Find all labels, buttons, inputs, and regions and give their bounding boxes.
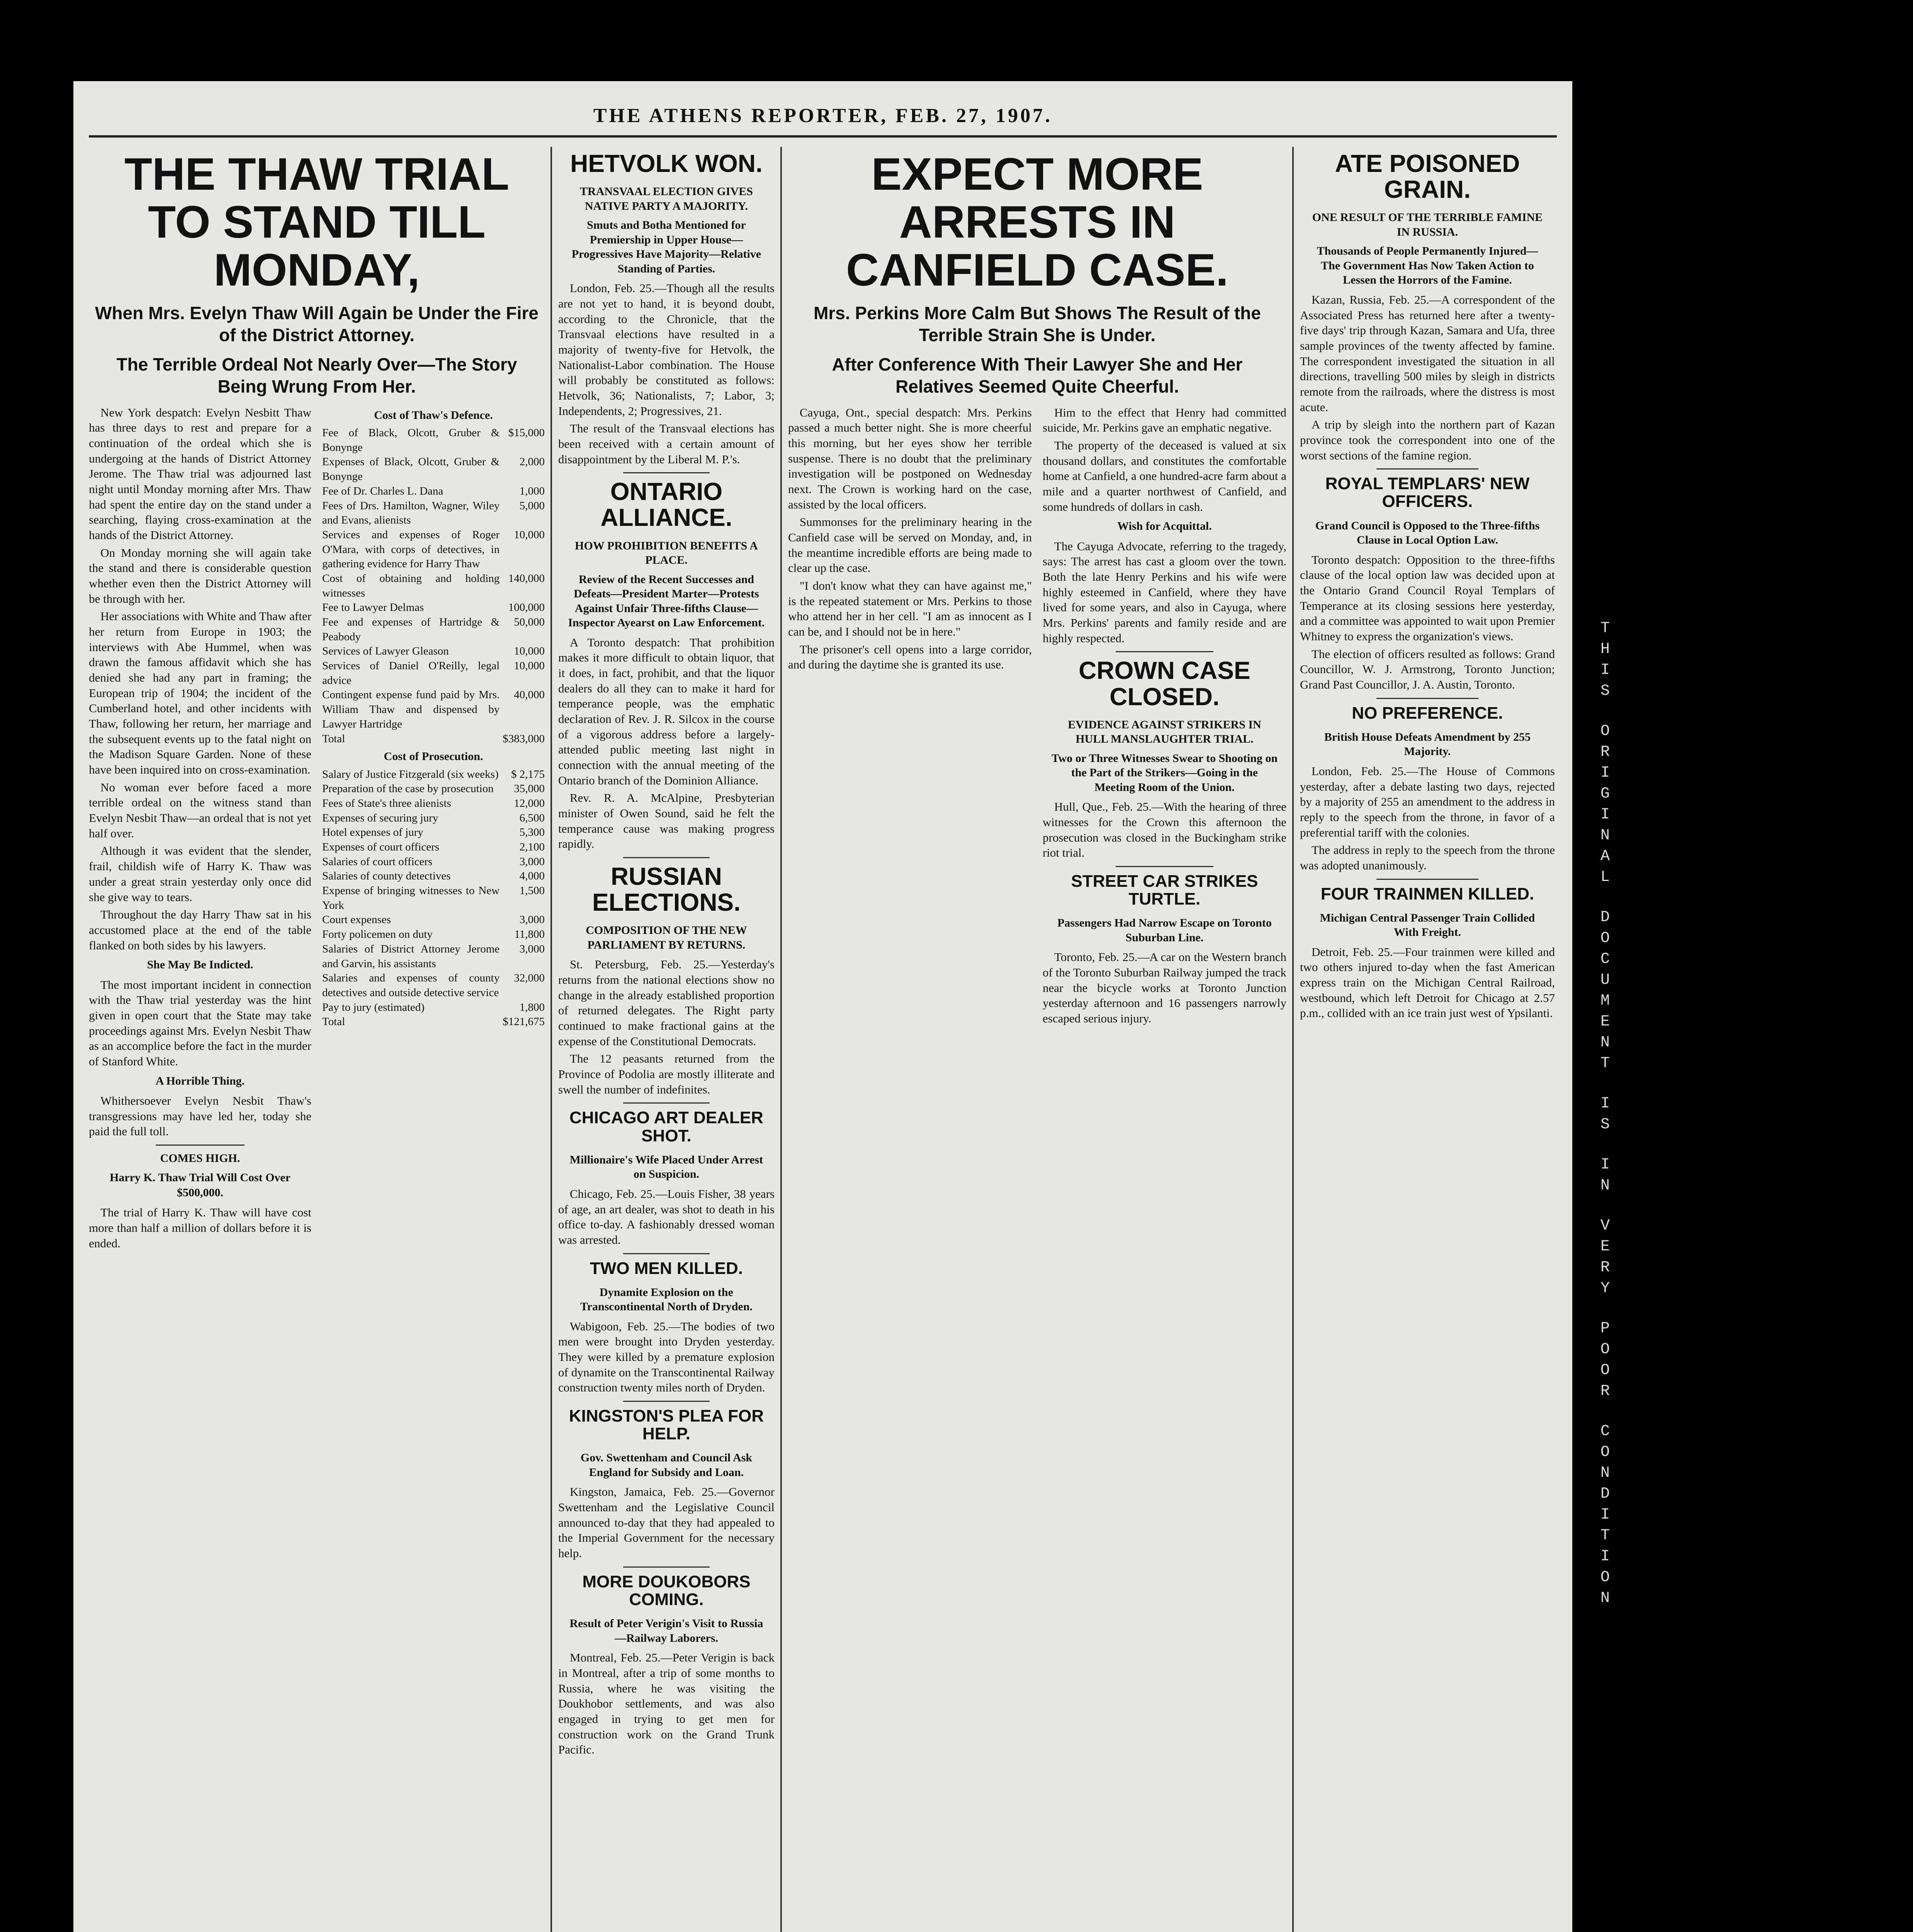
cost-amount: 10,000 <box>514 660 545 672</box>
cost-row <box>322 1015 545 1029</box>
paragraph: Rev. R. A. McAlpine, Presbyterian minister of Owen Sound, said he felt the temperance cause was making progress rapidly. <box>558 791 775 851</box>
cost-item: Hotel expenses of jury <box>322 826 423 839</box>
paragraph: St. Petersburg, Feb. 25.—Yesterday's returns from the national elections show no change in the already established proportion of returned delegates. The Right party continued to make fractional gains at the expense of the Constitutional Democrats. <box>558 957 775 1048</box>
grain-deck-2: Thousands of People Permanently Injured—The Government Has Now Taken Action to Lessen the Horrors of the Famine. <box>1317 245 1538 287</box>
thaw-deck-1: When Mrs. Evelyn Thaw Will Again be Under the Fire of the District Attorney. <box>95 303 539 345</box>
paragraph: Toronto, Feb. 25.—A car on the Western branch of the Toronto Suburban Railway jumped the track near the bicycle works at Toronto Junction yesterday afternoon and 16 passengers narrowly escaped serious injury. <box>1043 950 1286 1026</box>
paragraph: Chicago, Feb. 25.—Louis Fisher, 38 years of age, an art dealer, was shot to death in his office to-day. A fashionably dressed woman was arrested. <box>558 1187 775 1247</box>
doukhobors-deck: Result of Peter Verigin's Visit to Russia—Railway Laborers. <box>569 1617 763 1645</box>
cost-item: Fee of Dr. Charles L. Dana <box>322 485 443 497</box>
cost-amount: 5,000 <box>519 499 545 512</box>
cost-amount: 1,000 <box>519 485 545 497</box>
preference-deck: British House Defeats Amendment by 255 Majority. <box>1324 730 1531 758</box>
twomen-deck: Dynamite Explosion on the Transcontinental North of Dryden. <box>580 1286 753 1313</box>
cost-item: Forty policemen on duty <box>322 928 433 941</box>
cost-row <box>322 884 545 913</box>
cost-row <box>322 732 545 747</box>
cost-amount: 2,000 <box>519 456 545 468</box>
thaw-article <box>89 147 545 1932</box>
cost-item: Services of Daniel O'Reilly, legal advice <box>322 660 500 687</box>
paragraph: The address in reply to the speech from the throne was adopted unanimously. <box>1300 843 1555 872</box>
divider <box>623 1253 710 1254</box>
paragraph: The most important incident in connection with the Thaw trial yesterday was the hint given in open court that the State may take proceedings against Mrs. Evelyn Nesbit Thaw as an accomplice before the fact in the murder of Stanford White. <box>89 978 311 1068</box>
cost-row <box>322 811 545 826</box>
paragraph: Summonses for the preliminary hearing in the Canfield case will be served on Monday, and, in the meantime incredible efforts are being made to clear up the case. <box>788 515 1032 575</box>
masthead: THE ATHENS REPORTER, FEB. 27, 1907. <box>593 105 1053 127</box>
kingston-deck: Gov. Swettenham and Council Ask England for Subsidy and Loan. <box>580 1451 753 1479</box>
cost-amount: 10,000 <box>514 528 545 541</box>
cost-amount: 2,100 <box>519 841 545 854</box>
chicago-deck: Millionaire's Wife Placed Under Arrest on Suspicion. <box>569 1153 763 1181</box>
divider <box>623 1102 710 1104</box>
paragraph: "I don't know what they can have against me," is the repeated statement or Mrs. Perkins to those who attend her in her cell. "I am as innocent as I can be, and I should not be in here." <box>788 579 1032 639</box>
cost-item: Expense of bringing witnesses to New York <box>322 884 500 912</box>
newspaper-page <box>73 81 1572 1932</box>
cost-row <box>322 600 545 615</box>
divider <box>1376 468 1478 469</box>
cost-item: Fees of State's three alienists <box>322 797 451 810</box>
cost-amount: 12,000 <box>514 797 545 810</box>
prosecution-cost-table <box>322 767 545 1029</box>
divider <box>1376 879 1478 880</box>
thaw-body <box>89 405 545 1253</box>
grain-headline: ATE POISONED GRAIN. <box>1335 150 1520 204</box>
paragraph: A Toronto despatch: That prohibition makes it more difficult to obtain liquor, that it does, in fact, prohibit, and that the liquor dealers do all they can to make it hard for temperance people, was the emphatic declaration of Rev. J. R. Silcox in the course of a vigorous address before a largely-attended public meeting last night in connection with the annual meeting of the Ontario branch of the Dominion Alliance. <box>558 635 775 787</box>
cost-row <box>322 644 545 659</box>
streetcar-deck: Passengers Had Narrow Escape on Toronto Suburban Line. <box>1057 917 1272 944</box>
thaw-subhead-horrible: A Horrible Thing. <box>155 1074 245 1087</box>
divider <box>623 1566 710 1568</box>
cost-row <box>322 942 545 971</box>
russian-deck: COMPOSITION OF THE NEW PARLIAMENT BY RETURNS. <box>586 924 747 951</box>
paragraph: A trip by sleigh into the northern part of Kazan province took the correspondent into one of the worst sections of the famine region. <box>1300 418 1555 462</box>
ontario-deck: HOW PROHIBITION BENEFITS A PLACE. <box>575 539 758 567</box>
paragraph: The Cayuga Advocate, referring to the tragedy, says: The arrest has cast a gloom over the town. Both the late Henry Perkins and his wife were highly esteemed in Canfield, where they have lived for some years, and also in Cayuga, where Mrs. Perkins' parents and family reside and are highly respected. <box>1043 539 1286 645</box>
russian-headline: RUSSIAN ELECTIONS. <box>592 862 741 917</box>
hetvolk-headline: HETVOLK WON. <box>570 150 763 177</box>
cost-item: Court expenses <box>322 913 391 926</box>
cost-amount: 40,000 <box>514 689 545 701</box>
cost-amount: 3,000 <box>519 913 545 926</box>
paragraph: Him to the effect that Henry had committed suicide, Mr. Perkins gave an emphatic negative. <box>1043 405 1286 435</box>
cost-row <box>322 782 545 796</box>
paragraph: The prisoner's cell opens into a large corridor, and during the daytime she is granted its use. <box>788 642 1032 672</box>
cost-row <box>322 499 545 528</box>
column-2 <box>558 147 775 1932</box>
cost-row <box>322 927 545 942</box>
cost-row <box>322 484 545 499</box>
paragraph: The election of officers resulted as follows: Grand Councillor, W. J. Armstrong, Toronto Junction; Grand Past Councillor, J. A. Austin, Toronto. <box>1300 647 1555 692</box>
cost-item: Preparation of the case by prosecution <box>322 782 494 795</box>
cost-row <box>322 971 545 1000</box>
column-4 <box>1300 147 1555 1932</box>
thaw-body-right <box>322 405 545 1253</box>
margin-note-word: T H I S <box>1600 620 1610 700</box>
paragraph: Hull, Que., Feb. 25.—With the hearing of three witnesses for the Crown this afternoon the prosecution was closed in the Buckingham strike riot trial. <box>1043 800 1286 860</box>
paragraph: On Monday morning she will again take the stand and there is considerable question whether even then the District Attorney will be through with her. <box>89 546 311 605</box>
comes-high-headline: COMES HIGH. <box>160 1152 240 1165</box>
kingston-headline: KINGSTON'S PLEA FOR HELP. <box>569 1406 764 1444</box>
paragraph: Wabigoon, Feb. 25.—The bodies of two men were brought into Dryden yesterday. They were killed by a premature explosion of dynamite on the Transcontinental Railway construction twenty miles north of Dryden. <box>558 1319 775 1395</box>
cost-row <box>322 571 545 600</box>
divider <box>1116 866 1213 867</box>
cost-row <box>322 615 545 644</box>
paragraph: No woman ever before faced a more terrible ordeal on the witness stand than Evelyn Nesbit Thaw—an ordeal that is not yet half over. <box>89 780 311 840</box>
cost-item: Services of Lawyer Gleason <box>322 645 449 658</box>
cost-row <box>322 855 545 869</box>
cost-amount: 100,000 <box>508 601 545 614</box>
cost-row <box>322 688 545 731</box>
canfield-body <box>788 405 1286 1029</box>
cost-amount: 35,000 <box>514 782 545 795</box>
cost-amount: 140,000 <box>508 572 545 585</box>
masthead-rule <box>89 135 1557 138</box>
cost-amount: 5,300 <box>519 826 545 839</box>
margin-note <box>1592 618 1619 1628</box>
paragraph: The trial of Harry K. Thaw will have cost more than half a million of dollars before it is ended. <box>89 1206 311 1250</box>
cost-amount: 3,000 <box>519 942 545 955</box>
crown-deck: EVIDENCE AGAINST STRIKERS IN HULL MANSLAUGHTER TRIAL. <box>1068 718 1261 746</box>
cost-amount: 10,000 <box>514 645 545 658</box>
crown-headline: CROWN CASE CLOSED. <box>1079 656 1250 711</box>
cost-item: Salaries of county detectives <box>322 870 451 883</box>
twomen-headline: TWO MEN KILLED. <box>590 1259 743 1278</box>
column-rule <box>780 147 782 1932</box>
paragraph: Kazan, Russia, Feb. 25.—A correspondent of the Associated Press has returned here after a twenty-five days' trip through Kazan, Samara and Ufa, three sample provinces of the twenty affected by famine. The correspondent investigated the situation in all directions, travelling 500 miles by sleigh in districts remote from the railroads, where the distress is most acute. <box>1300 293 1555 414</box>
thaw-body-left <box>89 405 311 1253</box>
divider <box>623 1401 710 1402</box>
cost-item: Contingent expense fund paid by Mrs. William Thaw and dispensed by Lawyer Hartridge <box>322 689 500 730</box>
divider <box>623 857 710 858</box>
defence-cost-title: Cost of Thaw's Defence. <box>374 408 493 422</box>
cost-item: Fees of Drs. Hamilton, Wagner, Wiley and Evans, alienists <box>322 499 500 527</box>
cost-amount: $15,000 <box>508 427 545 439</box>
cost-item: Cost of obtaining and holding witnesses <box>322 572 500 599</box>
cost-item: Salaries of court officers <box>322 855 433 868</box>
paragraph: New York despatch: Evelyn Nesbitt Thaw has three days to rest and prepare for a continuation of the ordeal which she is undergoing at the hands of District Attorney Jerome. The Thaw trial was adjourned last night until Monday morning after Mrs. Thaw had spent the entire day on the stand under a searching, flaying cross-examination at the hands of the District Attorney. <box>89 405 311 542</box>
thaw-deck-2: The Terrible Ordeal Not Nearly Over—The Story Being Wrung From Her. <box>116 354 517 397</box>
paragraph: Toronto despatch: Opposition to the three-fifths clause of the local option law was decided upon at the Ontario Grand Council Royal Templars of Temperance at its closing sessions here yesterday, and a committee was appointed to wait upon Premier Whitney to express the organization's views. <box>1300 553 1555 643</box>
paragraph: London, Feb. 25.—The House of Commons yesterday, after a debate lasting two days, rejected by a majority of 255 an amendment to the address in reply to the speech from the throne, in favor of a preferential tariff with the colonies. <box>1300 764 1555 839</box>
paragraph: The property of the deceased is valued at six thousand dollars, and constitutes the comfortable home at Canfield, a one hundred-acre farm about a mile and a quarter northwest of Canfield, and some hundreds of dollars in cash. <box>1043 439 1286 514</box>
divider <box>1116 651 1213 652</box>
cost-item: Salaries of District Attorney Jerome and Garvin, his assistants <box>322 942 500 970</box>
paragraph: Her associations with White and Thaw after her return from Europe in 1903; the interviews with Abe Hummel, when was drawn the famous affidavit which she has denied she had any part in framing; the European trip of 1904; the incident of the Cumberland hotel, and other incidents with Thaw, following her return, her marriage and the subsequent events up to the fatal night on the Madison Square Garden. None of these have been inquired into on cross-examination. <box>89 609 311 777</box>
cost-item: Expenses of Black, Olcott, Gruber & Bonynge <box>322 456 500 483</box>
chicago-headline: CHICAGO ART DEALER SHOT. <box>569 1108 763 1145</box>
cost-item: Fee of Black, Olcott, Gruber & Bonynge <box>322 427 500 454</box>
cost-amount: 1,800 <box>519 1001 545 1014</box>
hetvolk-deck-2: Smuts and Botha Mentioned for Premiership in Upper House—Progressives Have Majority—Relative Standing of Parties. <box>571 219 761 275</box>
ontario-headline: ONTARIO ALLIANCE. <box>600 478 732 532</box>
cost-item: Total <box>322 732 345 745</box>
cost-row <box>322 825 545 840</box>
crown-deck-2: Two or Three Witnesses Swear to Shooting on the Part of the Strikers—Going in the Meeting Room of the Union. <box>1051 752 1278 794</box>
cost-amount: $ 2,175 <box>511 768 545 781</box>
cost-amount: 6,500 <box>519 811 545 824</box>
cost-row <box>322 1000 545 1015</box>
margin-note-word: C O N D I T I O N <box>1600 1423 1610 1607</box>
margin-note-word: V E R Y <box>1600 1217 1610 1297</box>
cost-item: Salaries and expenses of county detectives and outside detective service <box>322 972 500 999</box>
cost-item: Expenses of court officers <box>322 841 440 854</box>
canfield-subhead: Wish for Acquittal. <box>1117 520 1212 533</box>
cost-item: Salary of Justice Fitzgerald (six weeks) <box>322 768 499 781</box>
streetcar-headline: STREET CAR STRIKES TURTLE. <box>1071 872 1258 909</box>
cost-row <box>322 528 545 571</box>
canfield-article <box>788 147 1286 1932</box>
prosecution-cost-title: Cost of Prosecution. <box>384 750 483 763</box>
paragraph: Throughout the day Harry Thaw sat in his accustomed place at the end of the table flanked on both sides by his lawyers. <box>89 908 311 952</box>
cost-amount: 1,500 <box>519 884 545 897</box>
trainmen-deck: Michigan Central Passenger Train Collided With Freight. <box>1320 911 1535 939</box>
hetvolk-deck: TRANSVAAL ELECTION GIVES NATIVE PARTY A MAJORITY. <box>580 185 753 213</box>
cost-row <box>322 840 545 855</box>
cost-item: Pay to jury (estimated) <box>322 1001 425 1014</box>
column-rule <box>550 147 552 1932</box>
cost-amount: $383,000 <box>503 732 545 745</box>
cost-item: Fee and expenses of Hartridge & Peabody <box>322 616 500 643</box>
cost-amount: 3,000 <box>519 855 545 868</box>
thaw-subhead-indicted: She May Be Indicted. <box>147 958 253 971</box>
cost-row <box>322 659 545 688</box>
ontario-deck-2: Review of the Recent Successes and Defeats—President Marter—Protests Against Unfair Three-fifths Clause—Inspector Ayearst on Law Enforcement. <box>568 573 765 629</box>
cost-item: Expenses of securing jury <box>322 811 438 824</box>
margin-note-word: P O O R <box>1600 1320 1610 1400</box>
cost-row <box>322 767 545 782</box>
thaw-headline: THE THAW TRIAL TO STAND TILL MONDAY, <box>124 149 510 296</box>
paragraph: London, Feb. 25.—Though all the results are not yet to hand, it is beyond doubt, according to the Chronicle, that the Transvaal elections have resulted in a majority of twenty-five for Hetvolk, the Nationalist-Labor combination. The House will probably be constituted as follows: Hetvolk, 36; Nationalists, 7; Labor, 3; Independents, 2; Progressives, 21. <box>558 281 775 418</box>
canfield-deck-2: After Conference With Their Lawyer She and Her Relatives Seemed Quite Cheerful. <box>832 354 1243 397</box>
canfield-deck-1: Mrs. Perkins More Calm But Shows The Result of the Terrible Strain She is Under. <box>814 303 1261 345</box>
paragraph: Although it was evident that the slender, frail, childish wife of Harry K. Thaw was under a great strain yesterday only once did she give way to tears. <box>89 844 311 904</box>
cost-row <box>322 869 545 884</box>
templars-headline: ROYAL TEMPLARS' NEW OFFICERS. <box>1325 474 1530 511</box>
paragraph: The 12 peasants returned from the Province of Podolia are mostly illiterate and swell the number of indefinites. <box>558 1052 775 1096</box>
templars-deck: Grand Council is Opposed to the Three-fifths Clause in Local Option Law. <box>1315 519 1540 547</box>
margin-note-word: O R I G I N A L <box>1600 723 1610 886</box>
cost-amount: 50,000 <box>514 616 545 628</box>
paragraph: Detroit, Feb. 25.—Four trainmen were killed and two others injured to-day when the fast American express train on the Michigan Central Railroad, westbound, which left Detroit for Chicago at 2.57 p.m., collided with an ice train just west of Ypsilanti. <box>1300 945 1555 1020</box>
margin-note-word: I S <box>1600 1095 1610 1133</box>
preference-headline: NO PREFERENCE. <box>1352 703 1503 723</box>
cost-amount: 11,800 <box>514 928 545 941</box>
paragraph: Kingston, Jamaica, Feb. 25.—Governor Swettenham and the Legislative Council announced to-day that they had appealed to the Imperial Government for the necessary help. <box>558 1485 775 1560</box>
cost-row <box>322 426 545 455</box>
cost-amount: 32,000 <box>514 972 545 985</box>
cost-row <box>322 913 545 927</box>
canfield-body-left <box>788 405 1032 1029</box>
divider <box>1376 698 1478 699</box>
doukhobors-headline: MORE DOUKOBORS COMING. <box>582 1572 751 1609</box>
cost-item: Total <box>322 1015 345 1028</box>
cost-item: Services and expenses of Roger O'Mara, with corps of detectives, in gathering evidence for Harry Thaw <box>322 528 500 570</box>
canfield-body-right <box>1043 405 1286 1029</box>
divider <box>623 472 710 473</box>
paragraph: Montreal, Feb. 25.—Peter Verigin is back in Montreal, after a trip of some months to Russia, where he was visiting the Doukhobor settlements, and was also engaged in trying to get men for construction work on the Grand Trunk Pacific. <box>558 1651 775 1757</box>
cost-item: Fee to Lawyer Delmas <box>322 601 424 614</box>
grain-deck: ONE RESULT OF THE TERRIBLE FAMINE IN RUSSIA. <box>1312 211 1543 238</box>
paragraph: The result of the Transvaal elections has been received with a certain amount of disappointment by the Liberal M. P.'s. <box>558 422 775 466</box>
defence-cost-table <box>322 426 545 746</box>
cost-row <box>322 455 545 484</box>
cost-amount: 4,000 <box>519 870 545 883</box>
margin-note-word: D O C U M E N T <box>1600 909 1610 1072</box>
paragraph: Cayuga, Ont., special despatch: Mrs. Perkins passed a much better night. She is more cheerful this morning, but her eyes show her terrible suspense. There is no doubt that the preliminary investigation will be postponed on Wednesday next. The Crown is working hard on the case, assisted by the local officers. <box>788 405 1032 511</box>
margin-note-word: I N <box>1600 1156 1610 1194</box>
comes-high-deck: Harry K. Thaw Trial Will Cost Over $500,000. <box>109 1171 291 1199</box>
trainmen-headline: FOUR TRAINMEN KILLED. <box>1320 884 1534 903</box>
canfield-headline: EXPECT MORE ARRESTS IN CANFIELD CASE. <box>846 149 1228 296</box>
paragraph: Whithersoever Evelyn Nesbit Thaw's transgressions may have led her, today she paid the full toll. <box>89 1094 311 1138</box>
divider <box>156 1145 245 1146</box>
column-rule <box>1292 147 1294 1932</box>
cost-row <box>322 796 545 811</box>
cost-amount: $121,675 <box>503 1015 545 1028</box>
